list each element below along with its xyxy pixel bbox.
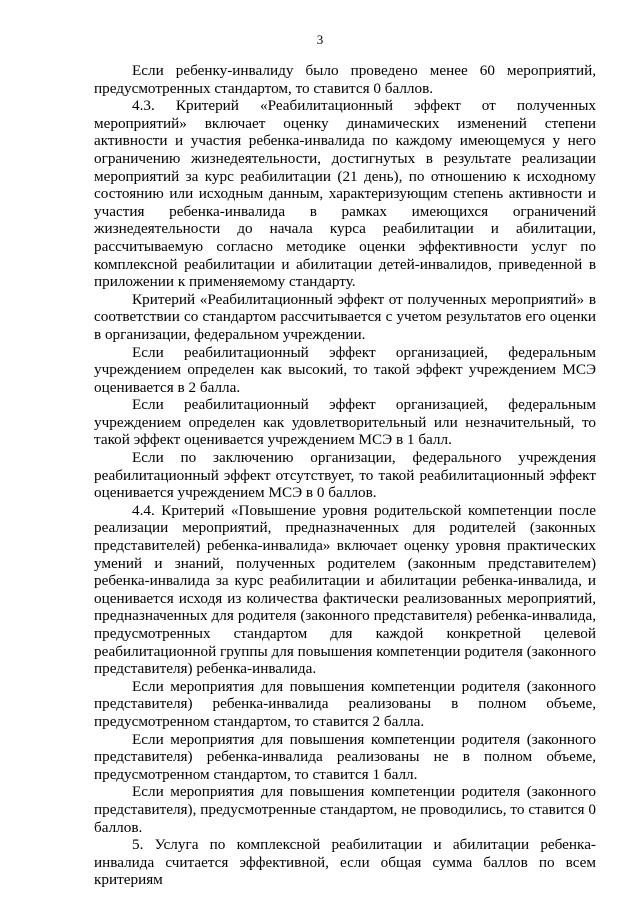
paragraph-6: Если по заключению организации, федерального учреждения реабилитационный эффект отсутствует, то такой реабилитационный эффект оценивается учреждением МСЭ в 0 баллов. <box>94 449 596 502</box>
paragraph-5: Если реабилитационный эффект организацией, федеральным учреждением определен как удовлетворительный или незначительный, то такой эффект оценивается учреждением МСЭ в 1 балл. <box>94 396 596 449</box>
paragraph-7: 4.4. Критерий «Повышение уровня родительской компетенции после реализации мероприятий, предназначенных для родителей (законных представителей) ребенка-инвалида» включает оценку уровня практических умений и знаний, полученных родителем (законным представителем) ребенка-инвалида за курс реабилитации и абилитации ребенка-инвалида, и оценивается исходя из количества фактически реализованных мероприятий, предназначенных для родителя (законного представителя) ребенка-инвалида, предусмотренных стандартом для каждой конкретной целевой реабилитационной группы для повышения компетенции родителя (законного представителя) ребенка-инвалида. <box>94 501 596 678</box>
document-body <box>94 62 596 889</box>
paragraph-3: Критерий «Реабилитационный эффект от полученных мероприятий» в соответствии со стандартом рассчитывается с учетом результатов его оценки в организации, федеральном учреждении. <box>94 290 596 343</box>
paragraph-4: Если реабилитационный эффект организацией, федеральным учреждением определен как высокий, то такой эффект учреждением МСЭ оценивается в 2 балла. <box>94 343 596 396</box>
paragraph-2: 4.3. Критерий «Реабилитационный эффект от полученных мероприятий» включает оценку динамических изменений степени активности и участия ребенка-инвалида по каждому имеющемуся у него ограничению жизнедеятельности, достигнутых в результате реализации мероприятий за курс реабилитации (21 день), по отношению к исходному состоянию или исходным данным, характеризующим степень активности и участия ребенка-инвалида в рамках имеющихся ограничений жизнедеятельности до начала курса реабилитации и абилитации, рассчитываемую согласно методике оценки эффективности услуг по комплексной реабилитации и абилитации детей-инвалидов, приведенной в приложении к применяемому стандарту. <box>94 97 596 291</box>
paragraph-1: Если ребенку-инвалиду было проведено менее 60 мероприятий, предусмотренных стандартом, то ставится 0 баллов. <box>94 62 596 97</box>
paragraph-8: Если мероприятия для повышения компетенции родителя (законного представителя) ребенка-инвалида реализованы в полном объеме, предусмотренном стандартом, то ставится 2 балла. <box>94 677 596 730</box>
paragraph-10: Если мероприятия для повышения компетенции родителя (законного представителя), предусмотренные стандартом, не проводились, то ставится 0 баллов. <box>94 783 596 836</box>
paragraph-9: Если мероприятия для повышения компетенции родителя (законного представителя) ребенка-инвалида реализованы не в полном объеме, предусмотренном стандартом, то ставится 1 балл. <box>94 730 596 783</box>
page-number: 3 <box>316 32 324 47</box>
paragraph-11: 5. Услуга по комплексной реабилитации и абилитации ребенка-инвалида считается эффективной, если общая сумма баллов по всем критериям <box>94 836 596 889</box>
